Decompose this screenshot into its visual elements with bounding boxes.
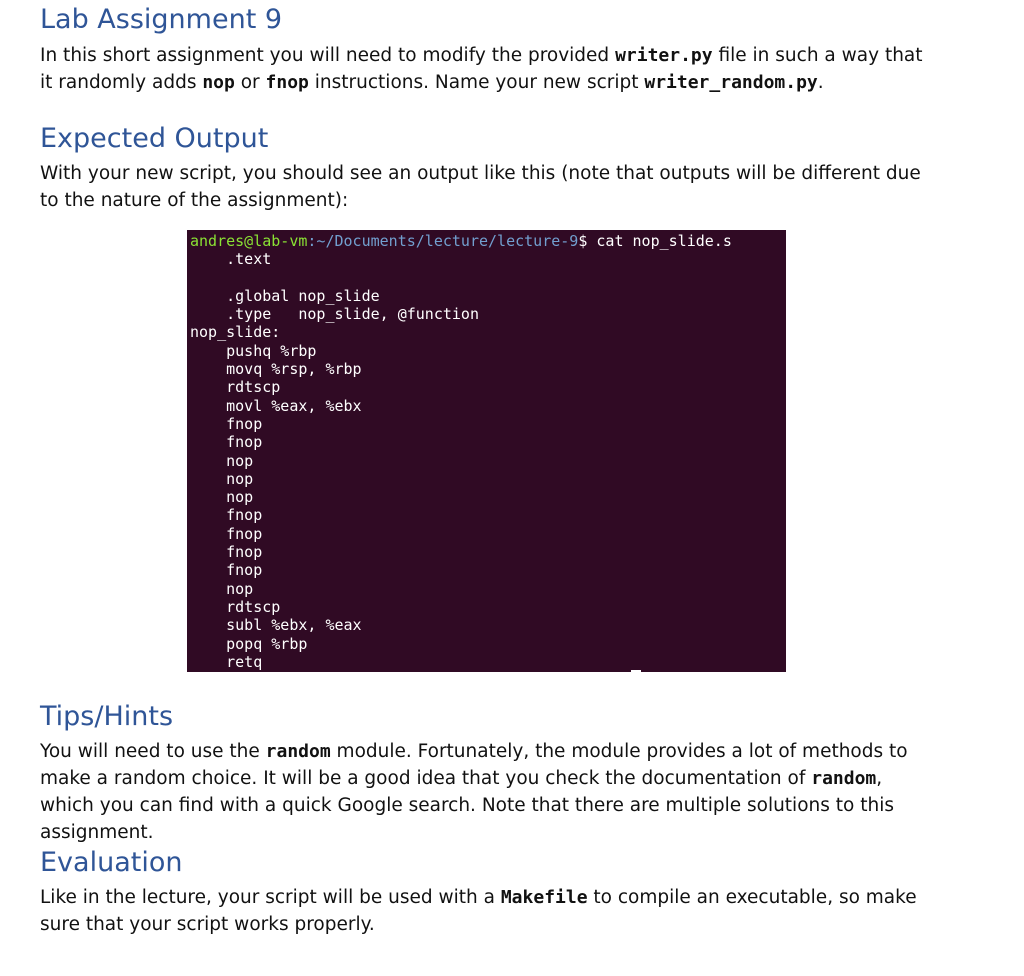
text-run: to compile an executable, so make sure that your script works properly. <box>40 887 917 935</box>
terminal-line: fnop <box>190 433 263 452</box>
terminal-line: popq %rbp <box>190 634 308 653</box>
tips-heading: Tips/Hints <box>40 701 174 732</box>
inline-code: fnop <box>265 72 309 93</box>
intro-paragraph <box>40 42 940 96</box>
terminal-line: pushq %rbp <box>190 341 317 360</box>
terminal-line: rdtscp <box>190 597 281 616</box>
terminal-line: fnop <box>190 561 263 580</box>
text-run: file in such a way that it randomly adds <box>40 45 923 93</box>
terminal-line: nop <box>190 469 254 488</box>
evaluation-heading: Evaluation <box>40 847 183 878</box>
text-run: Like in the lecture, your script will be used with a <box>40 887 501 908</box>
text-run: module. Fortunately, the module provides a lot of methods to make a random choice. It will be a good idea that you check the documentation of <box>40 741 908 789</box>
prompt-user-host: andres@lab-vm <box>190 232 308 250</box>
terminal-line: rdtscp <box>190 378 281 397</box>
terminal-screenshot <box>187 230 786 672</box>
terminal-line: nop <box>190 488 254 507</box>
terminal-line: subl %ebx, %eax <box>190 616 362 635</box>
terminal-line <box>190 269 786 287</box>
inline-code: writer.py <box>615 45 713 66</box>
terminal-prompt-line <box>190 232 786 250</box>
text-run: In this short assignment you will need to modify the provided <box>40 45 616 66</box>
terminal-line: fnop <box>190 524 263 543</box>
prompt-path: :~/Documents/lecture/lecture-9 <box>307 232 579 250</box>
terminal-lines <box>190 250 786 671</box>
lab-title: Lab Assignment 9 <box>40 4 283 35</box>
inline-code: random <box>811 768 877 789</box>
terminal-output <box>187 230 786 671</box>
terminal-line: movq %rsp, %rbp <box>190 360 362 379</box>
text-run: . <box>817 72 824 93</box>
expected-output-heading: Expected Output <box>40 123 269 154</box>
terminal-line: .global nop_slide <box>190 286 380 305</box>
terminal-line: .text <box>190 250 272 269</box>
terminal-line: retq <box>190 652 263 671</box>
tips-paragraph <box>40 738 940 846</box>
terminal-line: fnop <box>190 543 263 562</box>
inline-code: writer_random.py <box>644 72 818 93</box>
inline-code: nop <box>202 72 235 93</box>
text-run: or <box>234 72 266 93</box>
inline-code: Makefile <box>500 887 588 908</box>
terminal-line: movl %eax, %ebx <box>190 396 362 415</box>
text-run: , which you can find with a quick Google search. Note that there are multiple solutions to this assignment. <box>40 768 894 843</box>
terminal-line: nop <box>190 451 254 470</box>
inline-code: random <box>265 741 331 762</box>
prompt-command: $ cat nop_slide.s <box>578 232 732 250</box>
terminal-line: nop_slide: <box>190 323 281 342</box>
evaluation-paragraph <box>40 884 940 938</box>
terminal-line: fnop <box>190 506 263 525</box>
text-run: You will need to use the <box>40 741 266 762</box>
terminal-line: fnop <box>190 414 263 433</box>
terminal-line: .type nop_slide, @function <box>190 305 479 324</box>
text-run: instructions. Name your new script <box>308 72 645 93</box>
terminal-cursor <box>631 670 641 672</box>
terminal-line: nop <box>190 579 254 598</box>
expected-output-text: With your new script, you should see an output like this (note that outputs will be different due to the nature of the assignment): <box>40 163 921 211</box>
